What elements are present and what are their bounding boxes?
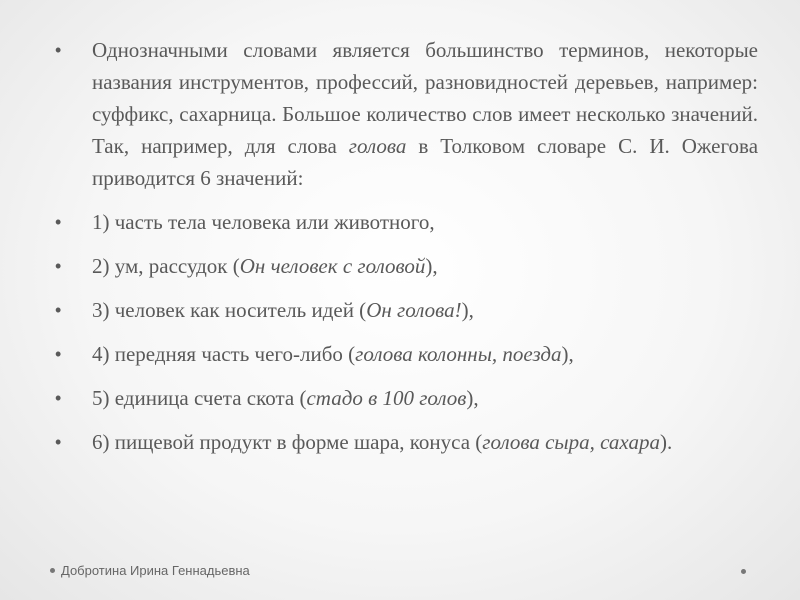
italic-example-text: Он человек с головой (239, 254, 426, 278)
bullet-text: ), (461, 298, 474, 322)
italic-example-text: стадо в 100 голов (306, 386, 467, 410)
corner-dot-icon (741, 569, 746, 574)
bullet-list (52, 34, 758, 470)
italic-example-text: Он голова! (366, 298, 462, 322)
bullet-text: 4) передняя часть чего-либо ( (92, 342, 356, 366)
bullet-item (52, 250, 758, 282)
bullet-text: 5) единица счета скота ( (92, 386, 307, 410)
footer-author: Добротина Ирина Геннадьевна (61, 563, 250, 578)
bullet-item (52, 294, 758, 326)
bullet-item (52, 206, 758, 238)
footer (50, 563, 250, 578)
bullet-text: 6) пищевой продукт в форме шара, конуса ( (92, 430, 483, 454)
bullet-text: 1) часть тела человека или животного, (92, 210, 435, 234)
bullet-text: ). (659, 430, 673, 454)
bullet-text: в Толковом словаре С. И. Ожегова приводится 6 значений: (92, 134, 759, 190)
bullet-item (52, 338, 758, 370)
bullet-item (52, 382, 758, 414)
italic-example-text: голова (348, 134, 407, 158)
bullet-text: ), (425, 254, 438, 278)
bullet-item (52, 426, 758, 458)
bullet-text: ), (466, 386, 479, 410)
bullet-text: 3) человек как носитель идей ( (92, 298, 367, 322)
bullet-text: 2) ум, рассудок ( (92, 254, 240, 278)
italic-example-text: голова колонны, поезда (355, 342, 562, 366)
footer-bullet-icon (50, 568, 55, 573)
italic-example-text: голова сыра, сахара (482, 430, 660, 454)
bullet-item (52, 34, 758, 194)
bullet-text: Однозначными словами является большинство терминов, некоторые названия инструментов, профессий, разновидностей деревьев, например: суффикс, сахарница. Большое количество слов имеет несколько значений. Так, например, для слова (92, 38, 758, 158)
bullet-text: ), (561, 342, 574, 366)
